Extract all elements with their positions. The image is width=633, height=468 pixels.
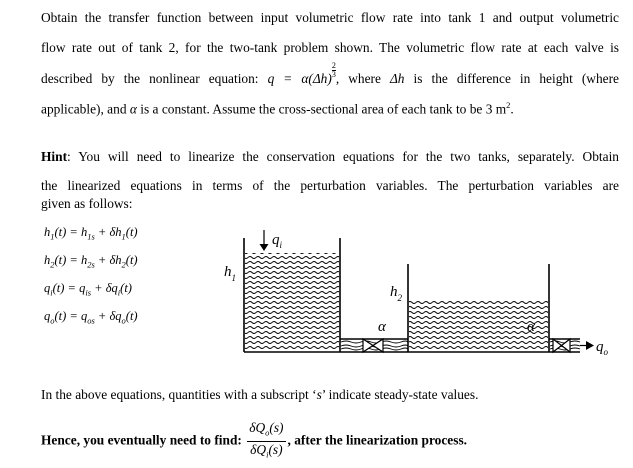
hint-label: Hint [41, 149, 68, 164]
note-line: In the above equations, quantities with a subscript ‘s’ indicate steady-state values. [41, 387, 479, 402]
qo-label: $q_o$ [596, 339, 608, 357]
inlet-arrow-icon [260, 230, 269, 251]
exponent-fraction: $\frac{2}{3}$ [331, 61, 336, 79]
equation-qo: $q_o(t) = q_{os} + \delta q_o(t)$ [44, 309, 138, 326]
h1-label: $h_1$ [224, 264, 236, 283]
h2-label: $h_2$ [390, 284, 402, 303]
hint-line-3: given as follows: [41, 196, 133, 211]
problem-line-1: Obtain the transfer function between input volumetric flow rate into tank 1 and output volumetric [41, 10, 619, 25]
final-line: Hence, you eventually need to find: $\frac{\delta Q_o(s)}{\delta Q_i(s)}$ , after the linearization process. [41, 420, 467, 462]
qi-label: $q_i$ [272, 232, 283, 250]
valve-2-icon [553, 339, 570, 352]
flow-equation: q = α(Δh) [267, 71, 332, 86]
problem-line-2: flow rate out of tank 2, for the two-tank problem shown. The volumetric flow rate at each valve is [41, 40, 619, 55]
alpha-2-label: α [527, 319, 535, 335]
equation-h2: $h_2(t) = h_{2s} + \delta h_2(t)$ [44, 253, 138, 270]
problem-line-3: described by the nonlinear equation: q = α(Δh) $\frac{2}{3}$, where Δh is the difference in height (where [41, 61, 619, 86]
hint-line-1: Hint: You will need to linearize the conservation equations for the two tanks, separately. Obtain [41, 149, 619, 164]
tank-1-liquid [245, 253, 339, 351]
tank-2 [408, 264, 549, 352]
equation-h1: $h_1(t) = h_{1s} + \delta h_1(t)$ [44, 225, 138, 242]
transfer-function-fraction: $\frac{\delta Q_o(s)}{\delta Q_i(s)}$ [249, 420, 284, 460]
outlet-arrow-icon [580, 341, 594, 350]
alpha-1-label: α [378, 319, 386, 335]
tank-1 [244, 238, 340, 352]
equation-qi: $q_i(t) = q_{is} + \delta q_i(t)$ [44, 281, 132, 298]
problem-line-4: applicable), and α is a constant. Assume the cross-sectional area of each tank to be 3 $m^2$. [41, 100, 514, 117]
hint-line-2: the linearized equations in terms of the perturbation variables. The perturbation variables are [41, 178, 619, 193]
